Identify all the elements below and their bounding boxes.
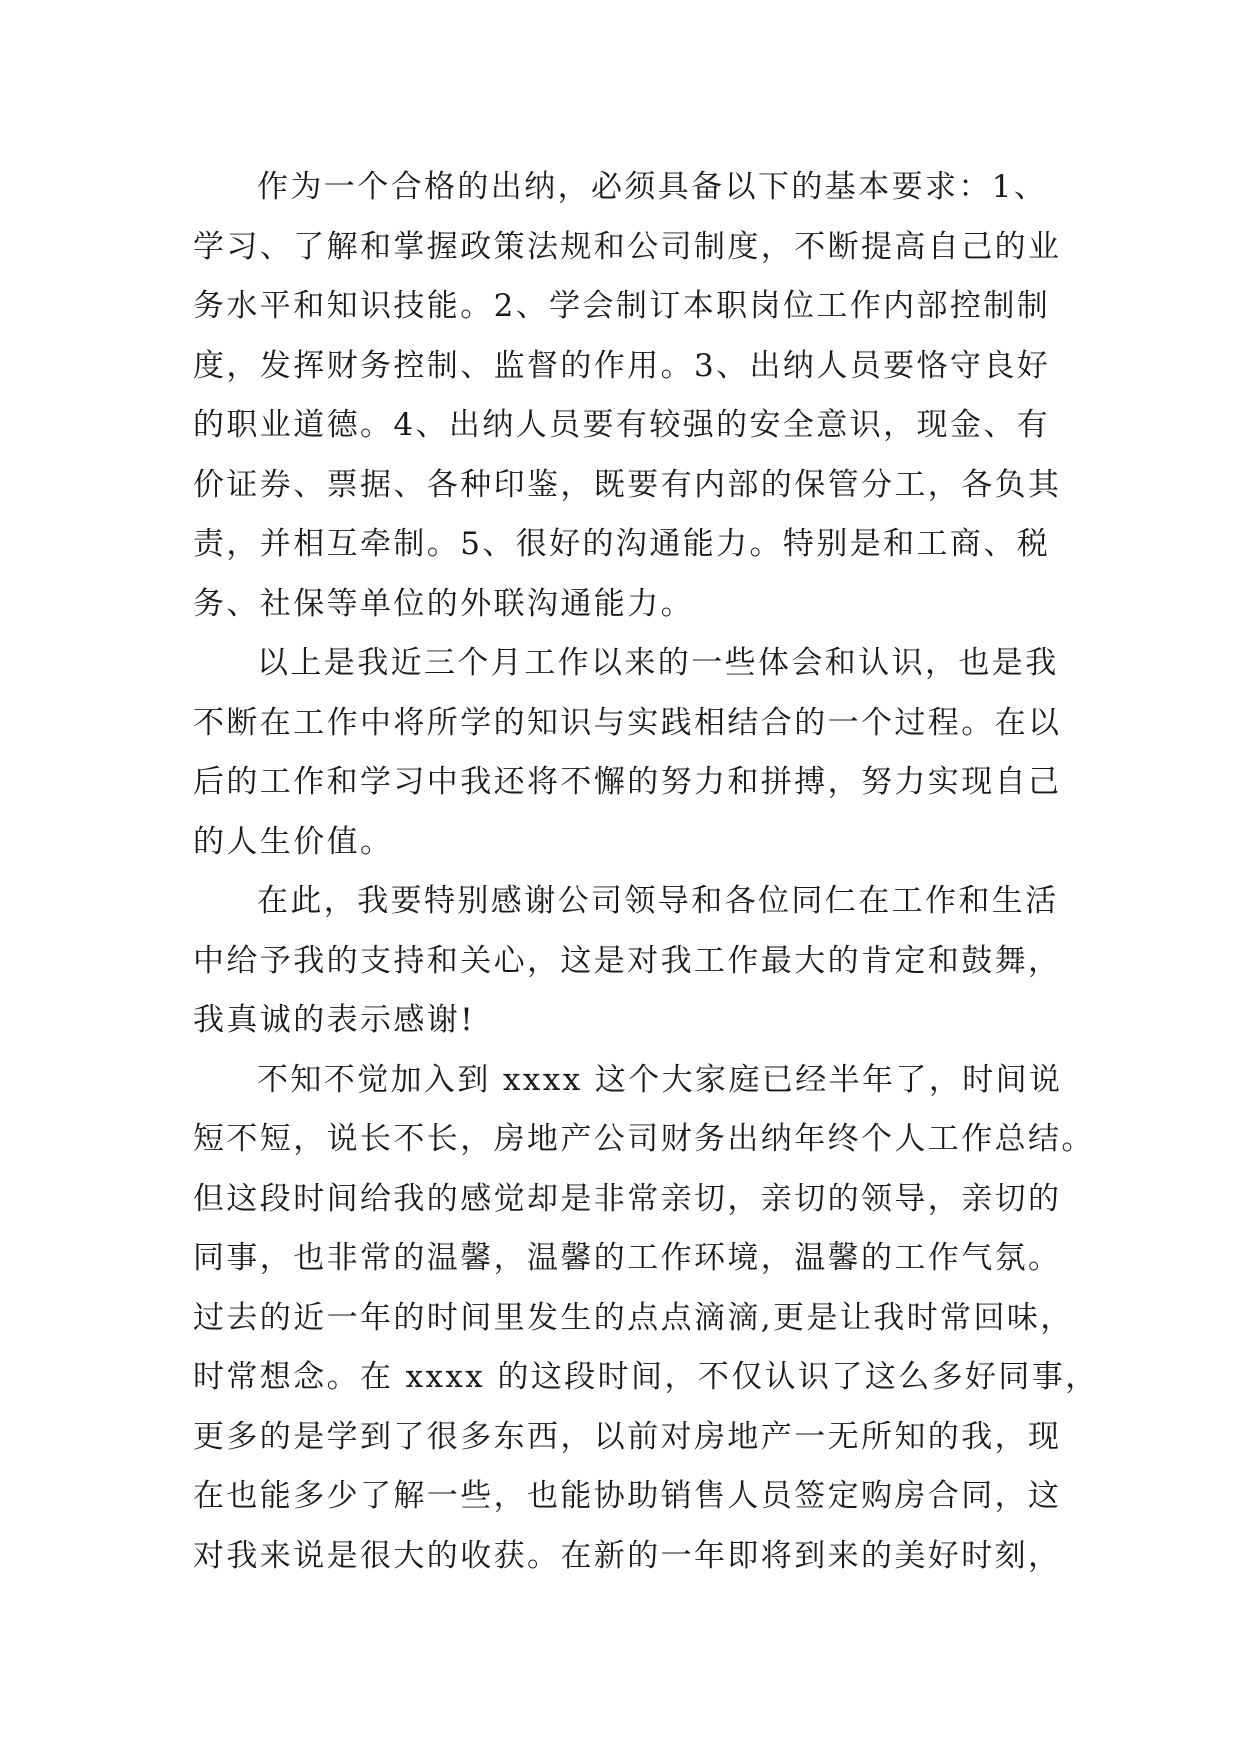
document-body <box>193 158 1099 1586</box>
text-line: 以上是我近三个月工作以来的一些体会和认识，也是我 <box>257 645 1059 681</box>
text-line: 后的工作和学习中我还将不懈的努力和拼搏，努力实现自己 <box>193 764 1062 800</box>
text-line: 务、社保等单位的外联沟通能力。 <box>193 585 694 622</box>
text-line: 但这段时间给我的感觉却是非常亲切，亲切的领导，亲切的 <box>193 1180 1062 1217</box>
text-line: 更多的是学到了很多东西，以前对房地产一无所知的我，现 <box>193 1418 1062 1455</box>
text-line: 务水平和知识技能。2、学会制订本职岗位工作内部控制制 <box>193 288 1051 324</box>
paragraph-thanks <box>193 872 1062 1051</box>
text-line: 中给予我的支持和关心，这是对我工作最大的肯定和鼓舞， <box>193 942 1062 979</box>
text-line: 作为一个合格的出纳，必须具备以下的基本要求：1、 <box>257 169 1048 205</box>
text-line: 对我来说是很大的收获。在新的一年即将到来的美好时刻， <box>193 1537 1062 1574</box>
text-line: 度，发挥财务控制、监督的作用。3、出纳人员要恪守良好 <box>193 347 1051 384</box>
text-line: 在此，我要特别感谢公司领导和各位同仁在工作和生活 <box>257 883 1059 919</box>
text-line: 不断在工作中将所学的知识与实践相结合的一个过程。在以 <box>193 704 1062 741</box>
text-line: 时常想念。在 xxxx 的这段时间，不仅认识了这么多好同事， <box>193 1359 1099 1395</box>
text-line: 不知不觉加入到 xxxx 这个大家庭已经半年了，时间说 <box>257 1061 1063 1098</box>
paragraph-requirements <box>193 158 1062 634</box>
text-line: 过去的近一年的时间里发生的点点滴滴,更是让我时常回味， <box>193 1299 1074 1336</box>
text-line: 学习、了解和掌握政策法规和公司制度，不断提高自己的业 <box>193 228 1062 265</box>
text-line: 短不短，说长不长，房地产公司财务出纳年终个人工作总结。 <box>193 1121 1095 1157</box>
text-line: 在也能多少了解一些，也能协助销售人员签定购房合同，这 <box>193 1478 1062 1514</box>
text-line: 责，并相互牵制。5、很好的沟通能力。特别是和工商、税 <box>193 526 1051 562</box>
text-line: 我真诚的表示感谢! <box>193 1002 476 1038</box>
text-line: 的人生价值。 <box>193 823 394 860</box>
paragraph-reflection <box>193 634 1062 872</box>
paragraph-half-year <box>193 1051 1099 1587</box>
text-line: 同事，也非常的温馨，温馨的工作环境，温馨的工作气氛。 <box>193 1240 1062 1276</box>
text-line: 的职业道德。4、出纳人员要有较强的安全意识，现金、有 <box>193 407 1051 443</box>
text-line: 价证券、票据、各种印鉴，既要有内部的保管分工，各负其 <box>193 466 1062 503</box>
